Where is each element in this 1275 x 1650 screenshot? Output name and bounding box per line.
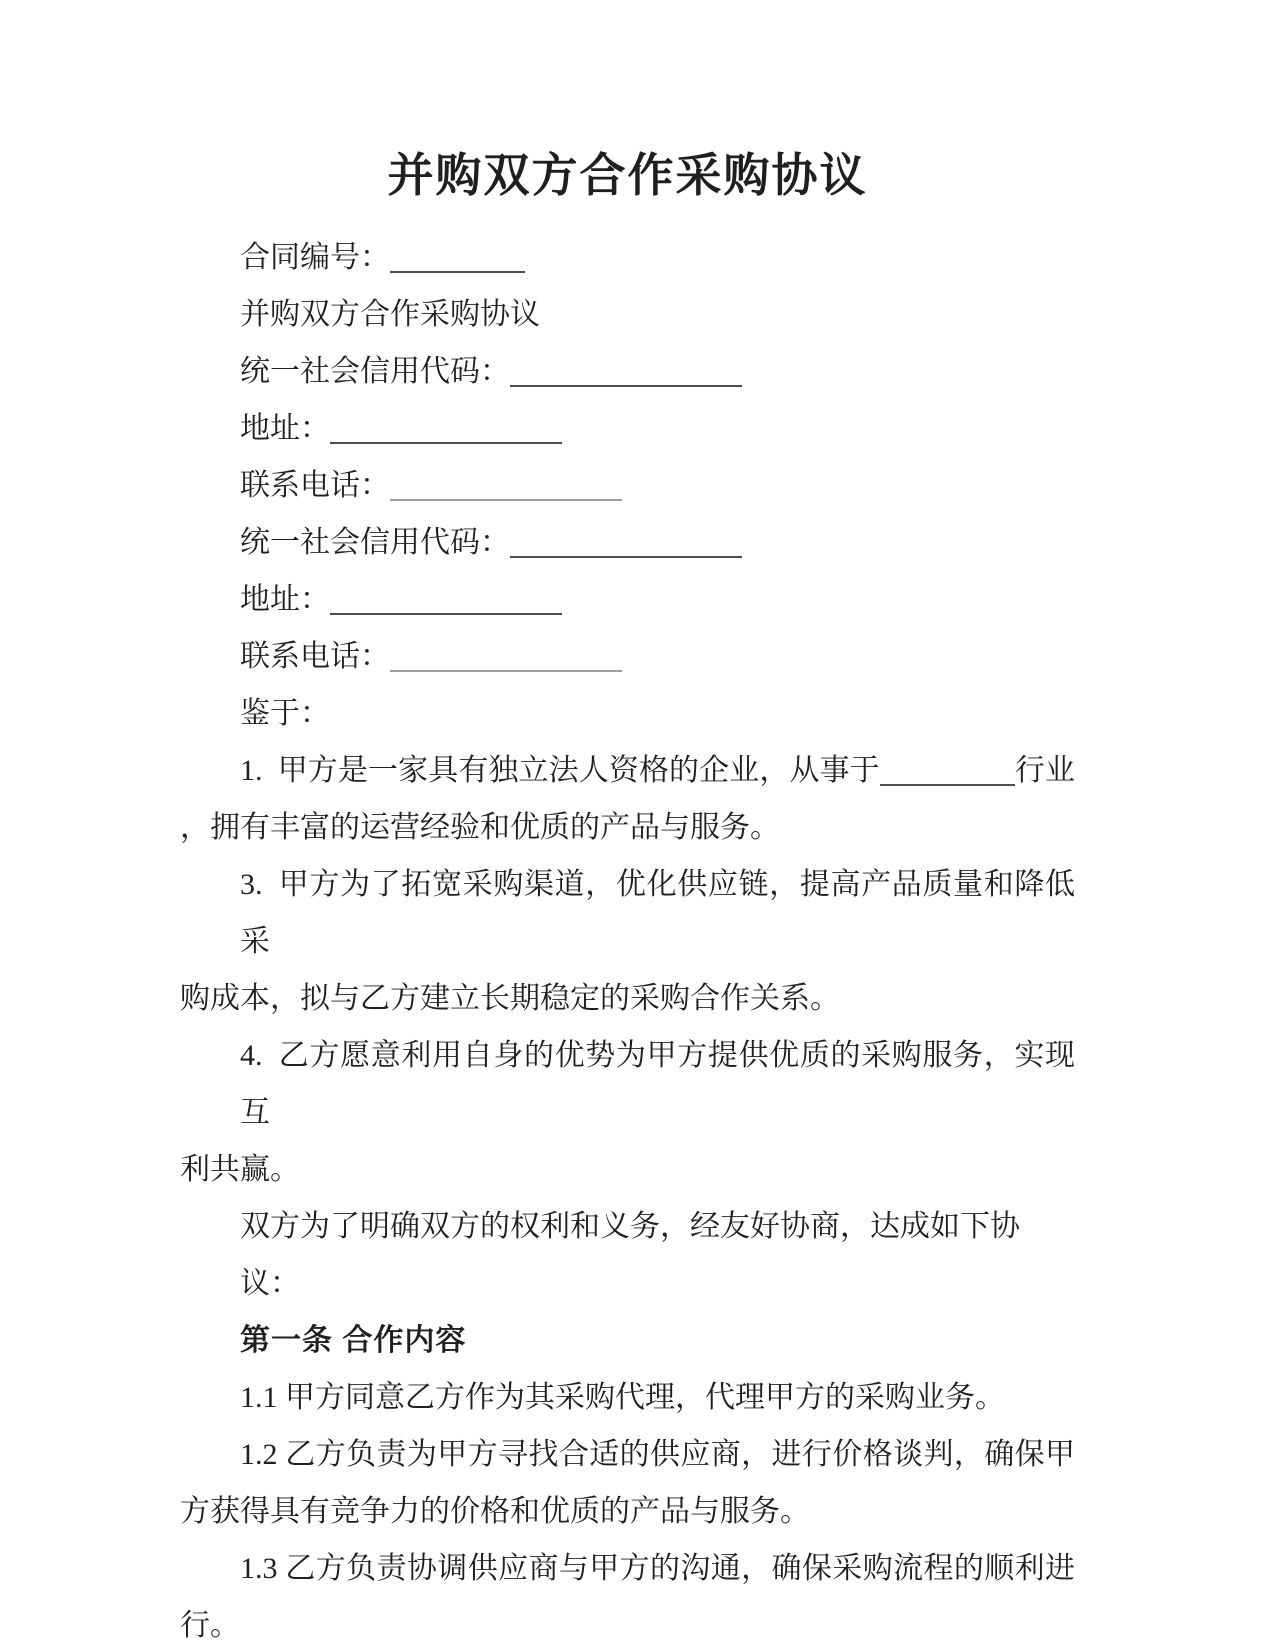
party-a-address-line [180,400,1075,457]
text-segment: 行。 [180,1609,240,1642]
text-segment: 利共赢。 [180,1153,300,1186]
text-segment: 行业 [1014,754,1076,787]
text-segment: 合同编号： [240,241,390,274]
article-1-heading [180,1312,1075,1369]
clause-1-1-line [180,1369,1075,1426]
text-segment: 地址： [240,412,330,445]
recital-1-line-2 [180,799,1075,856]
recital-1-line-1 [180,742,1075,799]
text-segment: 鉴于： [240,697,330,730]
document-title: 并购双方合作采购协议 [387,150,868,201]
text-segment: 3. 甲方为了拓宽采购渠道，优化供应链，提高产品质量和降低采 [240,868,1075,958]
text-segment: 1.3 乙方负责协调供应商与甲方的沟通，确保采购流程的顺利进 [240,1552,1075,1585]
text-segment: 统一社会信用代码： [240,355,510,388]
clause-1-3-line-1 [180,1540,1075,1597]
text-segment: 购成本，拟与乙方建立长期稳定的采购合作关系。 [180,982,840,1015]
text-segment: 统一社会信用代码： [240,526,510,559]
text-segment: 地址： [240,583,330,616]
blank-underline-field [330,583,562,615]
party-b-credit-code-line [180,514,1075,571]
text-segment: 1.1 甲方同意乙方作为其采购代理，代理甲方的采购业务。 [240,1381,1005,1414]
party-b-phone-line [180,628,1075,685]
text-segment: 双方为了明确双方的权利和义务，经友好协商，达成如下协议： [240,1210,1020,1300]
whereas-line [180,685,1075,742]
blank-underline-field [510,526,742,558]
blank-underline-field [330,412,562,444]
text-segment: 联系电话： [240,640,390,673]
party-a-phone-line [180,457,1075,514]
contract-number-line [180,229,1075,286]
document-body [180,229,1075,1650]
clause-1-2-line-1 [180,1426,1075,1483]
text-segment: 1. 甲方是一家具有独立法人资格的企业，从事于 [240,754,880,787]
text-segment: 4. 乙方愿意利用自身的优势为甲方提供优质的采购服务，实现互 [240,1039,1075,1129]
recital-3-line-2 [180,970,1075,1027]
blank-underline-field [510,355,742,387]
blank-underline-field [390,469,622,501]
blank-underline-field [880,754,1015,786]
clause-1-2-line-2 [180,1483,1075,1540]
text-segment: 方获得具有竞争力的价格和优质的产品与服务。 [180,1495,810,1528]
text-segment: 1.2 乙方负责为甲方寻找合适的供应商，进行价格谈判，确保甲 [240,1438,1075,1471]
subtitle-line [180,286,1075,343]
blank-underline-field [390,241,525,273]
text-segment: 并购双方合作采购协议 [240,298,540,331]
blank-underline-field [390,640,622,672]
text-segment: 第一条 合作内容 [240,1324,467,1357]
recital-4-line-1 [180,1027,1075,1141]
recital-3-line-1 [180,856,1075,970]
party-b-address-line [180,571,1075,628]
clause-1-3-line-2 [180,1597,1075,1650]
text-segment: 联系电话： [240,469,390,502]
recital-4-line-2 [180,1141,1075,1198]
text-segment: ，拥有丰富的运营经验和优质的产品与服务。 [180,811,780,844]
party-a-credit-code-line [180,343,1075,400]
agreement-intro-line [180,1198,1075,1312]
